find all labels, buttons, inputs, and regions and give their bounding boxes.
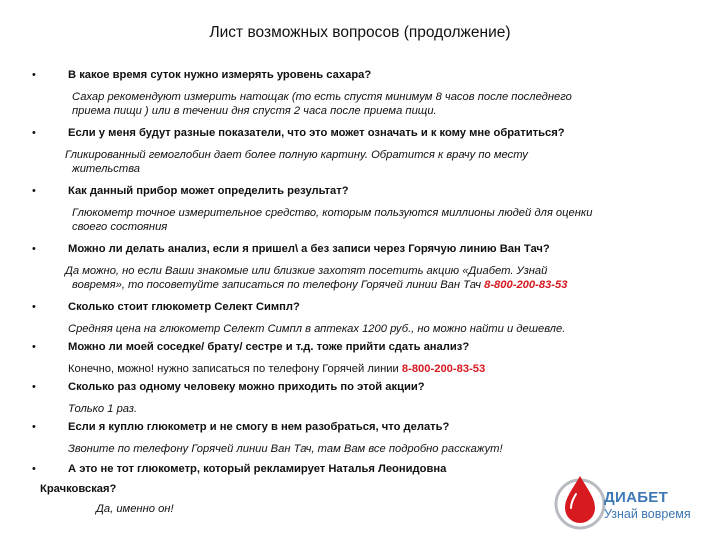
answer-8-line-1: Звоните по телефону Горячей линии Ван Тач, там Вам все подробно расскажут! xyxy=(68,443,503,455)
answer-1-line-1: Сахар рекомендуют измерить натощак (то есть спустя минимум 8 часов после последнего xyxy=(72,91,572,103)
question-1: В какое время суток нужно измерять уровень сахара? xyxy=(68,69,372,81)
bullet-icon: • xyxy=(32,69,36,81)
question-9-line-1: А это не тот глюкометр, который рекламирует Наталья Леонидовна xyxy=(68,463,447,475)
answer-7-line-1: Только 1 раз. xyxy=(68,403,138,415)
bullet-icon: • xyxy=(32,185,36,197)
slide-title: Лист возможных вопросов (продолжение) xyxy=(209,24,511,41)
question-7: Сколько раз одному человеку можно приходить по этой акции? xyxy=(68,381,425,393)
hotline-phone: 8-800-200-83-53 xyxy=(484,279,568,291)
answer-6-text: Конечно, можно! нужно записаться по телефону Горячей линии xyxy=(68,363,399,375)
answer-1-line-2: приема пищи ) или в течении дня спустя 2 часа после приема пищи. xyxy=(72,105,437,117)
answer-5-line-1: Средняя цена на глюкометр Селект Симпл в аптеках 1200 руб., но можно найти и дешевле. xyxy=(68,323,566,335)
bullet-icon: • xyxy=(32,421,36,433)
answer-4-text: вовремя», то посоветуйте записаться по телефону Горячей линии Ван Тач xyxy=(72,279,481,291)
bullet-icon: • xyxy=(32,301,36,313)
bullet-icon: • xyxy=(32,243,36,255)
answer-4-line-2 xyxy=(72,278,567,292)
logo-subtitle: Узнай вовремя xyxy=(604,507,691,521)
answer-2-line-1: Гликированный гемоглобин дает более полную картину. Обратится к врачу по месту xyxy=(65,149,528,161)
answer-9-line-1: Да, именно он! xyxy=(96,503,174,515)
bullet-icon: • xyxy=(32,341,36,353)
answer-3-line-1: Глюкометр точное измерительное средство, которым пользуются миллионы людей для оценки xyxy=(72,207,593,219)
bullet-icon: • xyxy=(32,381,36,393)
question-5: Сколько стоит глюкометр Селект Симпл? xyxy=(68,301,300,313)
question-2: Если у меня будут разные показатели, что это может означать и к кому мне обратиться? xyxy=(68,127,565,139)
question-6: Можно ли моей соседке/ брату/ сестре и т.д. тоже прийти сдать анализ? xyxy=(68,341,470,353)
question-4: Можно ли делать анализ, если я пришел\ а без записи через Горячую линию Ван Тач? xyxy=(68,243,550,255)
hotline-phone-2: 8-800-200-83-53 xyxy=(401,363,486,375)
bullet-icon: • xyxy=(32,127,36,139)
question-9-line-2: Крачковская? xyxy=(40,483,117,495)
bullet-icon: • xyxy=(32,463,36,475)
question-8: Если я куплю глюкометр и не смогу в нем разобраться, что делать? xyxy=(68,421,450,433)
question-3: Как данный прибор может определить результат? xyxy=(68,185,349,197)
answer-4-line-1: Да можно, но если Ваши знакомые или близкие захотят посетить акцию «Диабет. Узнай xyxy=(65,265,548,277)
answer-3-line-2: своего состояния xyxy=(72,221,168,233)
answer-2-line-2: жительства xyxy=(72,163,141,175)
logo-title: ДИАБЕТ xyxy=(604,489,669,506)
answer-6-line-1 xyxy=(68,362,485,376)
